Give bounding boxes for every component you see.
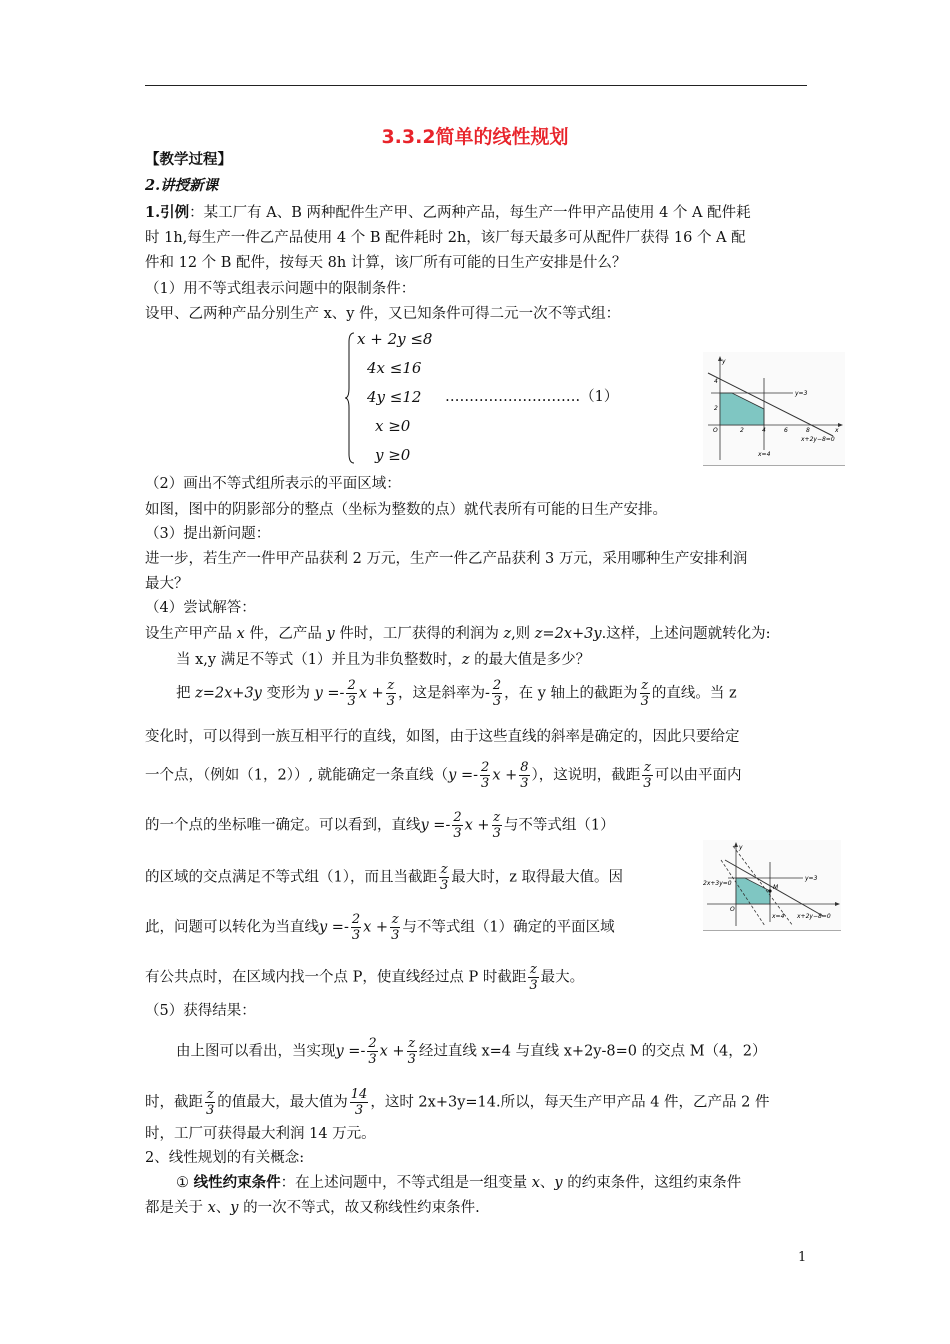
inequality-1: x + 2y ≤8 bbox=[357, 330, 433, 348]
step4-para-line-3: 一个点，（例如（1，2））, 就能确定一条直线（y =- $\frac{2}{3}$ x + $\frac{8}{3}$ ），这说明，截距 $\frac{z}{3}$ 可以由平面内 bbox=[145, 760, 742, 791]
term-linear-constraints: 线性约束条件 bbox=[193, 1174, 281, 1191]
fraction-z-3: $\frac{z}{3}$ bbox=[391, 912, 400, 943]
inequality-system bbox=[345, 330, 445, 470]
fraction-2-3: $\frac{2}{3}$ bbox=[368, 1036, 377, 1067]
fig1-label-x2: 2 bbox=[740, 427, 744, 434]
x-axis bbox=[707, 902, 840, 906]
fig2-label-y3: y=3 bbox=[805, 875, 818, 882]
fig1-label-x: x bbox=[835, 427, 839, 434]
inequality-5: y ≥0 bbox=[375, 446, 411, 464]
step4-para-line-5: 的区域的交点满足不等式组（1），而且当截距 $\frac{z}{3}$ 最大时，z 取得最大值。因 bbox=[145, 862, 624, 893]
step4-para-line-1: 把 z=2x+3y 变形为 y =- $\frac{2}{3}$ x + $\frac{z}{3}$ ，这是斜率为- $\frac{2}{3}$ ，在 y 轴上的截距为 $\frac{z}{3}$ 的直线。当 z bbox=[176, 678, 737, 709]
fraction-z-3: $\frac{z}{3}$ bbox=[643, 760, 652, 791]
fraction-8-3: $\frac{8}{3}$ bbox=[520, 760, 529, 791]
brace-icon bbox=[345, 332, 355, 464]
step5-line-3: 时，工厂可获得最大利润 14 万元。 bbox=[145, 1126, 376, 1142]
step3-heading: （3）提出新问题： bbox=[145, 526, 271, 542]
page-number: 1 bbox=[798, 1250, 807, 1265]
intro-line-2: 时 1h,每生产一件乙产品使用 4 个 B 配件耗时 2h，该厂每天最多可从配件厂获得 16 个 A 配 bbox=[145, 230, 746, 246]
fraction-z-3: $\frac{z}{3}$ bbox=[439, 862, 449, 893]
fraction-2-3: $\frac{2}{3}$ bbox=[453, 810, 462, 841]
step2-heading: （2）画出不等式组所表示的平面区域： bbox=[145, 476, 401, 492]
fraction-z-3: $\frac{z}{3}$ bbox=[529, 962, 538, 993]
fig2-label-m: M bbox=[773, 884, 779, 891]
fig1-label-y3: y=3 bbox=[795, 390, 808, 397]
page-title: 3.3.2简单的线性规划 bbox=[381, 126, 569, 148]
inequality-4: x ≥0 bbox=[375, 417, 411, 435]
concepts-line-2: 都是关于 x、y 的一次不等式，故又称线性约束条件. bbox=[145, 1200, 480, 1216]
point-m bbox=[768, 889, 771, 892]
step4-para-line-4: 的一个点的坐标唯一确定。可以看到，直线y =- $\frac{2}{3}$ x + $\frac{z}{3}$ 与不等式组（1） bbox=[145, 810, 615, 841]
fraction-2-3: $\frac{2}{3}$ bbox=[351, 912, 361, 943]
fig2-label-origin: O bbox=[730, 906, 735, 913]
step1-heading: （1）用不等式组表示问题中的限制条件： bbox=[145, 281, 416, 297]
step4-heading: （4）尝试解答： bbox=[145, 600, 256, 616]
fraction-z-3: $\frac{z}{3}$ bbox=[386, 678, 395, 709]
fraction-z-3: $\frac{z}{3}$ bbox=[206, 1087, 215, 1118]
intro-line-1: 1.引例：某工厂有 A、B 两种配件生产甲、乙两种产品，每生产一件甲产品使用 4 个 A 配件耗 bbox=[145, 204, 751, 221]
fraction-2-3: $\frac{2}{3}$ bbox=[347, 678, 356, 709]
intro-label: 1.引例 bbox=[145, 204, 190, 221]
fraction-z-3: $\frac{z}{3}$ bbox=[640, 678, 649, 709]
step4-line-1: 设生产甲产品 x 件，乙产品 y 件时，工厂获得的利润为 z,则 z=2x+3y.这样，上述问题就转化为: bbox=[145, 626, 771, 642]
objective-line-figure bbox=[703, 840, 841, 931]
fig1-label-x8: 8 bbox=[806, 427, 810, 434]
concepts-line-1: ① 线性约束条件：在上述问题中，不等式组是一组变量 x、y 的约束条件，这组约束条件 bbox=[176, 1174, 742, 1191]
fig1-label-x6: 6 bbox=[784, 427, 788, 434]
intro-line-3: 件和 12 个 B 配件，按每天 8h 计算，该厂所有可能的日生产安排是什么？ bbox=[145, 255, 627, 271]
fig1-label-4: 4 bbox=[714, 378, 718, 385]
fig2-label-x4: x=4 bbox=[772, 913, 785, 920]
fig1-label-x4-line: x=4 bbox=[758, 451, 771, 458]
step2-text: 如图，图中的阴影部分的整点（坐标为整数的点）就代表所有可能的日生产安排。 bbox=[145, 502, 667, 518]
fraction-z-3: $\frac{z}{3}$ bbox=[407, 1036, 416, 1067]
step4-para-line-7: 有公共点时，在区域内找一个点 P，使直线经过点 P 时截距 $\frac{z}{3}$ 最大。 bbox=[145, 962, 585, 993]
feasible-region-figure bbox=[703, 352, 845, 466]
fraction-2-3: $\frac{2}{3}$ bbox=[481, 760, 490, 791]
fraction-2-3: $\frac{2}{3}$ bbox=[492, 678, 502, 709]
fraction-14-3: $\frac{14}{3}$ bbox=[350, 1087, 368, 1118]
fig2-label-line-eq: x+2y−8=0 bbox=[797, 913, 831, 920]
fig1-label-2: 2 bbox=[714, 405, 718, 412]
step1-text: 设甲、乙两种产品分别生产 x、y 件，又已知条件可得二元一次不等式组： bbox=[145, 306, 621, 322]
inequality-2: 4x ≤16 bbox=[367, 359, 422, 377]
fraction-z-3: $\frac{z}{3}$ bbox=[492, 810, 501, 841]
fig2-label-y: y bbox=[739, 844, 743, 851]
inequality-3: 4y ≤12 bbox=[367, 388, 422, 406]
step4-para-line-2: 变化时，可以得到一族互相平行的直线，如图，由于这些直线的斜率是确定的，因此只要给定 bbox=[145, 729, 740, 745]
fig1-label-x4: 4 bbox=[762, 427, 766, 434]
fig1-label-origin: O bbox=[713, 427, 718, 434]
inequality-label: ……………………….（1） bbox=[445, 389, 619, 405]
concepts-heading: 2、线性规划的有关概念: bbox=[145, 1150, 305, 1166]
step5-heading: （5）获得结果： bbox=[145, 1003, 256, 1019]
feasible-region bbox=[736, 878, 770, 904]
section-header: 【教学过程】 bbox=[145, 151, 232, 168]
fig1-label-line-eq: x+2y−8=0 bbox=[801, 436, 835, 443]
step3-line-2: 最大？ bbox=[145, 576, 189, 592]
step5-line-1: 由上图可以看出，当实现y =- $\frac{2}{3}$ x + $\frac{z}{3}$ 经过直线 x=4 与直线 x+2y-8=0 的交点 M（4，2） bbox=[176, 1036, 767, 1067]
fig2-label-objective: 2x+3y=0 bbox=[703, 880, 732, 887]
step4-para-line-6: 此，问题可以转化为当直线y =- $\frac{2}{3}$ x + $\frac{z}{3}$ 与不等式组（1）确定的平面区域 bbox=[145, 912, 615, 943]
step4-line-2: 当 x,y 满足不等式（1）并且为非负整数时，z 的最大值是多少？ bbox=[176, 652, 591, 668]
subsection-heading: 2.讲授新课 bbox=[145, 177, 219, 194]
fig1-label-y: y bbox=[722, 358, 726, 365]
step5-line-2: 时，截距 $\frac{z}{3}$ 的值最大，最大值为 $\frac{14}{3}$ ，这时 2x+3y=14.所以，每天生产甲产品 4 件，乙产品 2 件 bbox=[145, 1087, 770, 1118]
header-rule bbox=[145, 85, 807, 86]
step3-line-1: 进一步，若生产一件甲产品获利 2 万元，生产一件乙产品获利 3 万元，采用哪种生产安排利润 bbox=[145, 551, 748, 567]
